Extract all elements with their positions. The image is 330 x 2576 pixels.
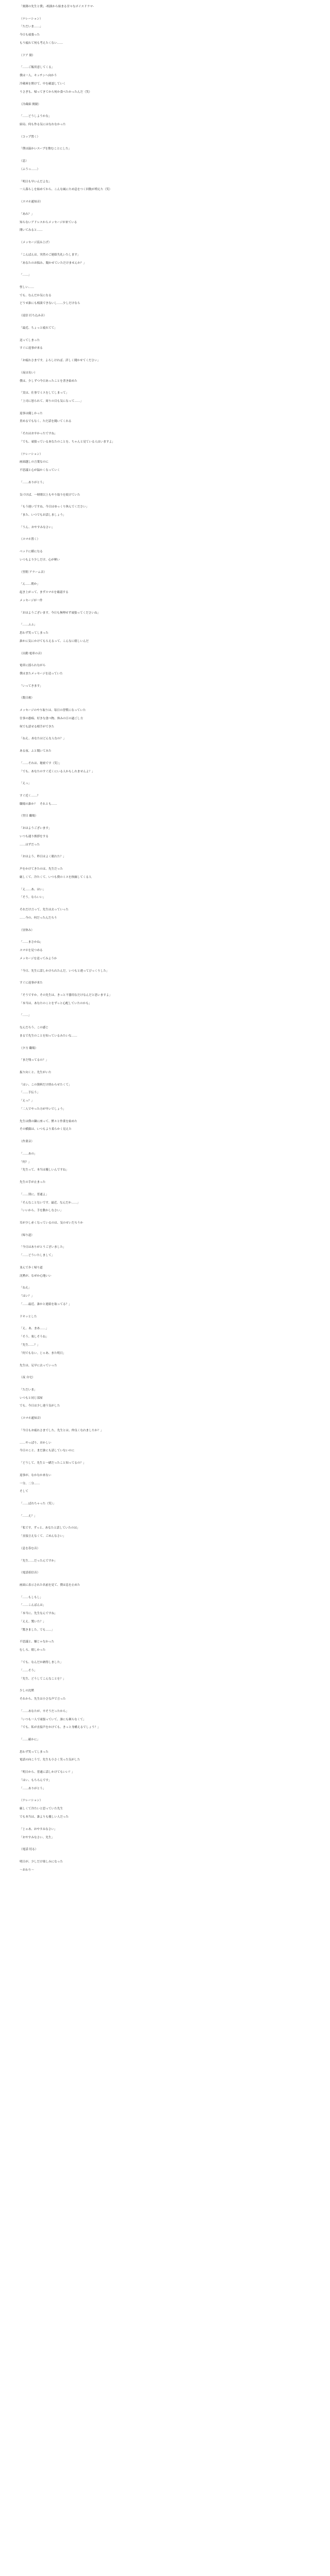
script-line: 「今日、先生に話しかけられたんだ。いつもと違ってびっくりした」	[20, 969, 109, 973]
paragraph-gap	[20, 565, 308, 569]
paragraph-gap	[20, 861, 308, 866]
paragraph-gap	[20, 776, 308, 780]
script-line: 「おやすみなさい、先生」	[20, 1836, 55, 1839]
paragraph-gap	[20, 923, 308, 927]
paragraph-gap	[20, 1553, 308, 1557]
script-line: 画面に表示された名前を見て、僕は息を止めた	[20, 1583, 80, 1587]
script-line: 「はい、もちろんです」	[20, 1778, 52, 1782]
script-line: 明日が、少しだけ楽しみになった	[20, 1860, 63, 1863]
document-intro: 「刻薄の先生と僕」-相談から始まる甘々なボイスドラマ-	[20, 5, 94, 8]
paragraph-gap	[20, 406, 308, 410]
script-line: メッセージを送ってみようか	[20, 957, 57, 960]
script-line: 一分、二分……	[20, 1482, 40, 1485]
script-line: 今日のこと、まだ誰にも話していないのに	[20, 1449, 75, 1453]
paragraph-gap	[20, 1146, 308, 1150]
script-line: 「先生……だったんですか」	[20, 1559, 57, 1563]
script-line: 「そうですか。その先生は、きっと不器用なだけなんだと思いますよ」	[20, 993, 112, 997]
paragraph-gap	[20, 605, 308, 609]
paragraph-gap	[20, 11, 308, 15]
script-line: 「ねえ、あなたはどんな人なの？」	[20, 737, 66, 741]
paragraph-gap	[20, 1635, 308, 1639]
paragraph-gap	[20, 1423, 308, 1427]
paragraph-gap	[20, 109, 308, 113]
script-line: 「ねえ」	[20, 1286, 31, 1290]
paragraph-gap	[20, 1260, 308, 1264]
script-line: 「……ふふ」	[20, 623, 37, 627]
paragraph-gap	[20, 154, 308, 158]
paragraph-gap	[20, 353, 308, 357]
paragraph-gap	[20, 1793, 308, 1798]
paragraph-gap	[20, 850, 308, 854]
script-line: 「驚きました。でも……」	[20, 1628, 55, 1632]
paragraph-gap	[20, 333, 308, 337]
paragraph-gap	[20, 703, 308, 707]
script-line: （ドア 閉）	[20, 54, 35, 57]
script-line: むしろ、嬉しかった	[20, 1649, 46, 1652]
script-line: 開いてみると……	[20, 229, 43, 232]
paragraph-gap	[20, 1854, 308, 1858]
script-line: 「……もしもし」	[20, 1596, 43, 1599]
paragraph-gap	[20, 267, 308, 272]
script-line: 「先生、どうしてこんなことを？」	[20, 1677, 66, 1681]
paragraph-gap	[20, 1321, 308, 1326]
paragraph-gap	[20, 520, 308, 524]
script-line: （スマホ通知音）	[20, 1417, 43, 1420]
script-line: 「本当に、先生なんですね」	[20, 1612, 57, 1616]
script-line: （冷蔵庫 開閉）	[20, 103, 41, 106]
script-line: （出勤 電車の音）	[20, 652, 44, 655]
script-line: 一人暮らしを始めてから、こんな風にため息をつく回数が増えた（笑）	[20, 188, 112, 192]
script-line: 「……それは、秘密です（笑）」	[20, 761, 62, 765]
paragraph-gap	[20, 1435, 308, 1439]
script-line: 「……」	[20, 1014, 31, 1018]
script-line: いつもより少しだけ、心が軽い	[20, 558, 60, 562]
script-line: 「……最近、誰かと連絡を取ってる？」	[20, 1303, 72, 1307]
script-line: 「何？」	[20, 1160, 31, 1164]
script-line: そして	[20, 1490, 28, 1494]
paragraph-gap	[20, 1382, 308, 1386]
script-line: 「……え？」	[20, 1514, 37, 1518]
paragraph-gap	[20, 743, 308, 748]
paragraph-gap	[20, 544, 308, 548]
script-line: （息を呑む音）	[20, 1547, 40, 1550]
script-line: 「おはようございます。今日も無理せず頑張ってくださいね」	[20, 611, 101, 615]
script-line: 「いってきます」	[20, 684, 43, 688]
paragraph-gap	[20, 235, 308, 239]
script-line: 「……どうしようかな」	[20, 115, 52, 118]
paragraph-gap	[20, 499, 308, 503]
script-line: 「上司に怒られて、周りの目も気になって……」	[20, 399, 83, 403]
paragraph-gap	[20, 1077, 308, 1081]
script-line: 僕は、少しずつ今日あったことを書き始めた	[20, 379, 77, 383]
script-line: 思わず笑ってしまった	[20, 632, 48, 635]
paragraph-gap	[20, 1765, 308, 1769]
paragraph-gap	[20, 1370, 308, 1374]
script-line: （帰り道）	[20, 1233, 34, 1237]
script-line: 冷蔵庫を開けて、中を確認していく	[20, 82, 66, 86]
script-line: 「えっ？」	[20, 1099, 34, 1103]
script-line: 厳しくて、冷たくて、いつも僕のミスを指摘してくる人	[20, 875, 92, 879]
script-line: 「あれ？」	[20, 212, 34, 216]
script-line: 何でも話せる相手ができた	[20, 725, 55, 728]
script-line: 「はい？」	[20, 1295, 34, 1298]
paragraph-gap	[20, 679, 308, 683]
paragraph-gap	[20, 1215, 308, 1219]
script-line: 不思議と心が温かくなっていく	[20, 469, 60, 472]
script-line: ドキッとした	[20, 1315, 37, 1318]
document-body	[20, 3, 308, 1875]
script-line: 誰かに気にかけてもらえるって、こんなに嬉しいんだ	[20, 639, 89, 643]
script-line: 「私です。ずっと、あなたと話していたのは」	[20, 1527, 80, 1530]
script-line: ～おわり～	[20, 1868, 34, 1872]
script-line: （ふうっ……）	[20, 167, 40, 171]
script-line: 「じゃあ、おやすみなさい」	[20, 1827, 57, 1831]
script-line: 先生は僕の隣に座って、黙々と作業を始めた	[20, 1120, 77, 1123]
script-line: 職場の誰か？ それとも……	[20, 802, 57, 806]
paragraph-gap	[20, 821, 308, 825]
script-line: 先生の手が止まった	[20, 1181, 46, 1184]
script-line: 画面越しの言葉なのに	[20, 461, 48, 464]
script-line: 不思議と、嫌じゃなかった	[20, 1640, 55, 1644]
paragraph-gap	[20, 1842, 308, 1846]
script-line: 電車に揺られながら	[20, 664, 46, 668]
paragraph-gap	[20, 194, 308, 198]
script-line: 「……まさかね」	[20, 941, 43, 944]
script-line: ……今の、何だったんだろう	[20, 916, 57, 920]
script-line: 「ただいま」	[20, 1388, 37, 1392]
script-line: （スマホ通知音）	[20, 200, 43, 204]
script-line: （翌朝 アラーム音）	[20, 570, 47, 574]
paragraph-gap	[20, 1240, 308, 1244]
script-line: （昼休み）	[20, 928, 34, 932]
script-line: （息）	[20, 160, 28, 163]
script-line: 「えっ」	[20, 782, 31, 786]
script-line: 「……あなたが、辛そうだったから」	[20, 1709, 69, 1713]
paragraph-gap	[20, 207, 308, 211]
script-line: 「それはお辛かったですね」	[20, 432, 57, 436]
script-line: それから、先生は小さな声で言った	[20, 1698, 66, 1701]
paragraph-gap	[20, 1134, 308, 1138]
script-line: 「でも、あなたのすぐ近くにいる人かもしれませんよ？」	[20, 770, 95, 773]
paragraph-gap	[20, 788, 308, 792]
script-line: 「……手伝う」	[20, 1091, 40, 1095]
script-line: 「どうして、先生と一緒だったこと知ってるの？」	[20, 1462, 86, 1465]
script-line: ある夜、ふと聞いてみた	[20, 750, 52, 753]
script-line: 「いつも一人で頑張っていて、誰にも頼らなくて」	[20, 1718, 86, 1721]
paragraph-gap	[20, 902, 308, 906]
script-line: でも、なんだか気になる	[20, 294, 52, 297]
script-line: 「明日から、普通に話しかけてもいい？」	[20, 1771, 75, 1774]
script-line: 気づけば、一時間以上もやり取りを続けていた	[20, 493, 80, 497]
paragraph-gap	[20, 320, 308, 325]
script-line: 返事が、なかなか来ない	[20, 1473, 52, 1477]
paragraph-gap	[20, 1578, 308, 1582]
script-line: （夜は長い）	[20, 371, 37, 375]
paragraph-gap	[20, 1175, 308, 1179]
script-line: いつもと同じ部屋	[20, 1396, 43, 1400]
script-line: （作業音）	[20, 1140, 34, 1144]
paragraph-gap	[20, 1732, 308, 1736]
paragraph-gap	[20, 487, 308, 492]
script-line: 「え……あ、はい」	[20, 888, 46, 891]
script-line: 「僕は温かいスープを飲むことにした」	[20, 147, 72, 151]
script-line: 振り向くと、先生がいた	[20, 1071, 52, 1074]
script-line: （電話着信音）	[20, 1571, 40, 1575]
script-line: 送ってしまった	[20, 338, 40, 342]
paragraph-gap	[20, 385, 308, 389]
script-line: それだけ言って、先生は去っていった	[20, 908, 69, 912]
script-line: 少しの沈黙	[20, 1689, 34, 1693]
paragraph-gap	[20, 1655, 308, 1659]
script-line: ベッドに横になる	[20, 550, 43, 554]
script-line: ……やっぱり、おかしい	[20, 1441, 52, 1445]
script-line: 知らないアドレスからメッセージが来ている	[20, 221, 77, 224]
script-line: 仕事の愚痴、好きな食べ物、休みの日の過ごし方	[20, 717, 84, 720]
script-line: 声をかけてきたのは、先生だった	[20, 868, 63, 871]
script-line: すぐ近く……？	[20, 794, 40, 798]
paragraph-gap	[20, 247, 308, 251]
script-line: 「うん、おやすみなさい」	[20, 526, 55, 529]
script-line: 「え、あ、まあ……」	[20, 1327, 49, 1331]
paragraph-gap	[20, 426, 308, 430]
script-line: 「……ありがとう」	[20, 481, 46, 484]
script-line: （メッセージ読み上げ）	[20, 241, 52, 245]
paragraph-gap	[20, 691, 308, 695]
paragraph-gap	[20, 988, 308, 992]
script-line: 「でも、なんだか納得しました」	[20, 1660, 63, 1664]
script-line: 「今日もお疲れさまでした。先生とは、仲良くなれましたか？」	[20, 1429, 104, 1432]
script-line: 「ただいま……」	[20, 25, 43, 29]
script-line: 「はい、この資料だけ終わらせたくて」	[20, 1083, 72, 1087]
script-line: 怪しい……	[20, 285, 34, 289]
script-line: （ナレーション）	[20, 452, 43, 456]
paragraph-gap	[20, 1187, 308, 1191]
paragraph-gap	[20, 577, 308, 581]
script-line: メッセージが一件	[20, 599, 43, 602]
script-line: 「……どういたしまして」	[20, 1254, 55, 1258]
script-line: でも、今日は少し違う気がした	[20, 1404, 60, 1408]
script-line: 責めるでもなく、ただ話を聞いてくれる	[20, 420, 72, 423]
script-line: 結局、何も作る気にはなれなかった	[20, 123, 66, 127]
script-line: 「最近、ちょっと疲れてて」	[20, 326, 57, 330]
script-line: 「こんばんは。突然のご連絡失礼いたします」	[20, 253, 80, 257]
script-line: 「お疲れさまです。よろしければ、詳しく聞かせてください」	[20, 359, 101, 363]
paragraph-gap	[20, 658, 308, 662]
script-line: うさぎも、帰ってきてから何か食べたかったんだ（笑）	[20, 90, 92, 94]
script-line: （翌日 職場）	[20, 815, 38, 818]
script-line: 厳しくて冷たいと思っていた先生	[20, 1807, 63, 1811]
script-line: （夕方 職場）	[20, 1046, 38, 1050]
paragraph-gap	[20, 732, 308, 736]
script-line: 「直接言えなくて、ごめんなさい」	[20, 1535, 66, 1538]
paragraph-gap	[20, 809, 308, 813]
script-line: 僕はまたメッセージを送っていた	[20, 672, 63, 676]
script-line: 返事は優しかった	[20, 412, 43, 415]
script-line: 「そんなことないです。最近、なんだか……」	[20, 1201, 80, 1205]
script-line: 「でも、私が直接声をかけても、きっと身構えるでしょう？」	[20, 1726, 101, 1730]
script-line: 「……こんばんは」	[20, 1604, 46, 1607]
script-line: 「先生って、本当は優しいんですね」	[20, 1168, 69, 1172]
script-line: （夜 自宅）	[20, 1376, 35, 1380]
script-line: （電話 切る）	[20, 1848, 38, 1852]
script-line: なんだろう、この感じ	[20, 1026, 48, 1030]
paragraph-gap	[20, 48, 308, 52]
paragraph-gap	[20, 963, 308, 968]
script-line: 「……ご飯用意してくる」	[20, 66, 55, 70]
script-line: 起き上がって、まずスマホを確認する	[20, 591, 69, 595]
script-line: 「そう。楽しそうね」	[20, 1335, 48, 1339]
script-line: ……はずだった	[20, 843, 40, 846]
paragraph-gap	[20, 1065, 308, 1069]
paragraph-gap	[20, 60, 308, 64]
paragraph-gap	[20, 1281, 308, 1285]
paragraph-gap	[20, 1565, 308, 1569]
paragraph-gap	[20, 646, 308, 650]
paragraph-gap	[20, 1509, 308, 1513]
paragraph-gap	[20, 1358, 308, 1362]
script-line: 先生は、足早に去っていった	[20, 1364, 57, 1367]
script-line: 「ん……朝か」	[20, 583, 40, 586]
paragraph-gap	[20, 1455, 308, 1460]
script-line: その横顔は、いつもより柔らかく見えた	[20, 1128, 72, 1131]
paragraph-gap	[20, 129, 308, 133]
script-line: すぐに返事が来る	[20, 347, 43, 350]
script-line: 「……ありがとう」	[20, 1787, 46, 1790]
script-line: 「先生……？」	[20, 1344, 40, 1347]
script-line: 「実は、仕事でミスをしてしまって」	[20, 392, 69, 395]
script-line: 「……そう」	[20, 1669, 37, 1672]
paragraph-gap	[20, 308, 308, 312]
script-line: いつも通り挨拶をする	[20, 835, 48, 838]
script-line: （返信 打ち込み音）	[20, 314, 47, 318]
paragraph-gap	[20, 1704, 308, 1708]
paragraph-gap	[20, 1590, 308, 1594]
script-line: まるで先生のことを知っているみたいな……	[20, 1034, 77, 1038]
script-line: （ナレーション）	[20, 1799, 43, 1803]
script-line: 「二人でやった方が早いでしょう」	[20, 1108, 66, 1111]
script-line: 「おはよう。昨日はよく眠れた？」	[20, 855, 66, 859]
paragraph-gap	[20, 975, 308, 979]
script-line: （ナレーション）	[20, 17, 43, 21]
paragraph-gap	[20, 756, 308, 760]
script-line: もう疲れて何も考えたくない……	[20, 42, 63, 45]
script-line: 沈黙が、なぜか心地いい	[20, 1274, 52, 1278]
paragraph-gap	[20, 1683, 308, 1687]
script-line: 「今日はありがとうございました」	[20, 1246, 66, 1249]
script-line: （数日後）	[20, 697, 34, 700]
paragraph-gap	[20, 532, 308, 536]
paragraph-gap	[20, 1496, 308, 1500]
script-line: 「……あの」	[20, 1152, 37, 1156]
script-line: 「そう。ならいい」	[20, 896, 46, 900]
paragraph-gap	[20, 1541, 308, 1545]
script-line: （スマホ置く）	[20, 538, 40, 541]
paragraph-gap	[20, 1053, 308, 1057]
paragraph-gap	[20, 935, 308, 939]
script-line: 僕は一人、キッチンへ向かう	[20, 74, 57, 78]
paragraph-gap	[20, 174, 308, 178]
paragraph-gap	[20, 1520, 308, 1524]
paragraph-gap	[20, 1411, 308, 1415]
script-line: 「いいから、手を動かしなさい」	[20, 1209, 63, 1213]
script-line: 「おはようございます」	[20, 827, 52, 831]
script-line: 「何でもない。じゃあ、また明日」	[20, 1351, 66, 1355]
script-line: （コップ置く）	[20, 135, 40, 139]
paragraph-gap	[20, 365, 308, 369]
paragraph-gap	[20, 1228, 308, 1232]
script-line: 「明日も早いんだよな」	[20, 180, 52, 183]
paragraph-gap	[20, 1114, 308, 1118]
paragraph-gap	[20, 475, 308, 479]
paragraph-gap	[20, 447, 308, 451]
script-line: 「もう遅いですね。今日はゆっくり休んでください」	[20, 505, 89, 509]
script-line: 電話の向こうで、先生も小さく笑った気がした	[20, 1758, 80, 1762]
paragraph-gap	[20, 1744, 308, 1749]
script-line: すぐに返事が来た	[20, 981, 43, 985]
script-line: どうせ誰にも相談できないし……少しだけなら	[20, 302, 80, 306]
paragraph-gap	[20, 1041, 308, 1045]
script-line: 「また、いつでもお話しましょう」	[20, 514, 66, 517]
paragraph-gap	[20, 1020, 308, 1024]
script-line: 思わず笑ってしまった	[20, 1750, 48, 1754]
script-line: 「ええ。驚いた？」	[20, 1620, 46, 1623]
script-line: 「……別に。普通よ」	[20, 1193, 48, 1196]
script-line: 「……ばれちゃった（笑）」	[20, 1502, 56, 1505]
paragraph-gap	[20, 617, 308, 621]
script-line: 「……確かに」	[20, 1738, 40, 1741]
script-line: 並んで歩く帰り道	[20, 1266, 43, 1269]
script-line: 耳が少し赤くなっているのは、気のせいだろうか	[20, 1222, 84, 1225]
paragraph-gap	[20, 280, 308, 284]
script-line: 「まだ残ってるの？」	[20, 1059, 48, 1062]
paragraph-gap	[20, 1008, 308, 1012]
paragraph-gap	[20, 142, 308, 146]
paragraph-gap	[20, 1309, 308, 1313]
script-line: 今日も頑張った	[20, 33, 40, 37]
paragraph-gap	[20, 882, 308, 886]
paragraph-gap	[20, 97, 308, 101]
paragraph-gap	[20, 1468, 308, 1472]
script-line: スマホを見つめる	[20, 949, 43, 953]
script-line: 「あなたのお悩み、聞かせていただけませんか？」	[20, 261, 86, 265]
paragraph-gap	[20, 1822, 308, 1826]
script-line: 「でも、頑張っているあなたのことを、ちゃんと見ている人はいますよ」	[20, 440, 115, 444]
script-line: 「……」	[20, 274, 31, 277]
script-line: メッセージのやり取りは、毎日の習慣になっていた	[20, 709, 86, 713]
script-line: 「本当は、あなたのことをずっと心配していたのかも」	[20, 1002, 92, 1005]
script-line: でも本当は、誰よりも優しい人だった	[20, 1816, 69, 1819]
